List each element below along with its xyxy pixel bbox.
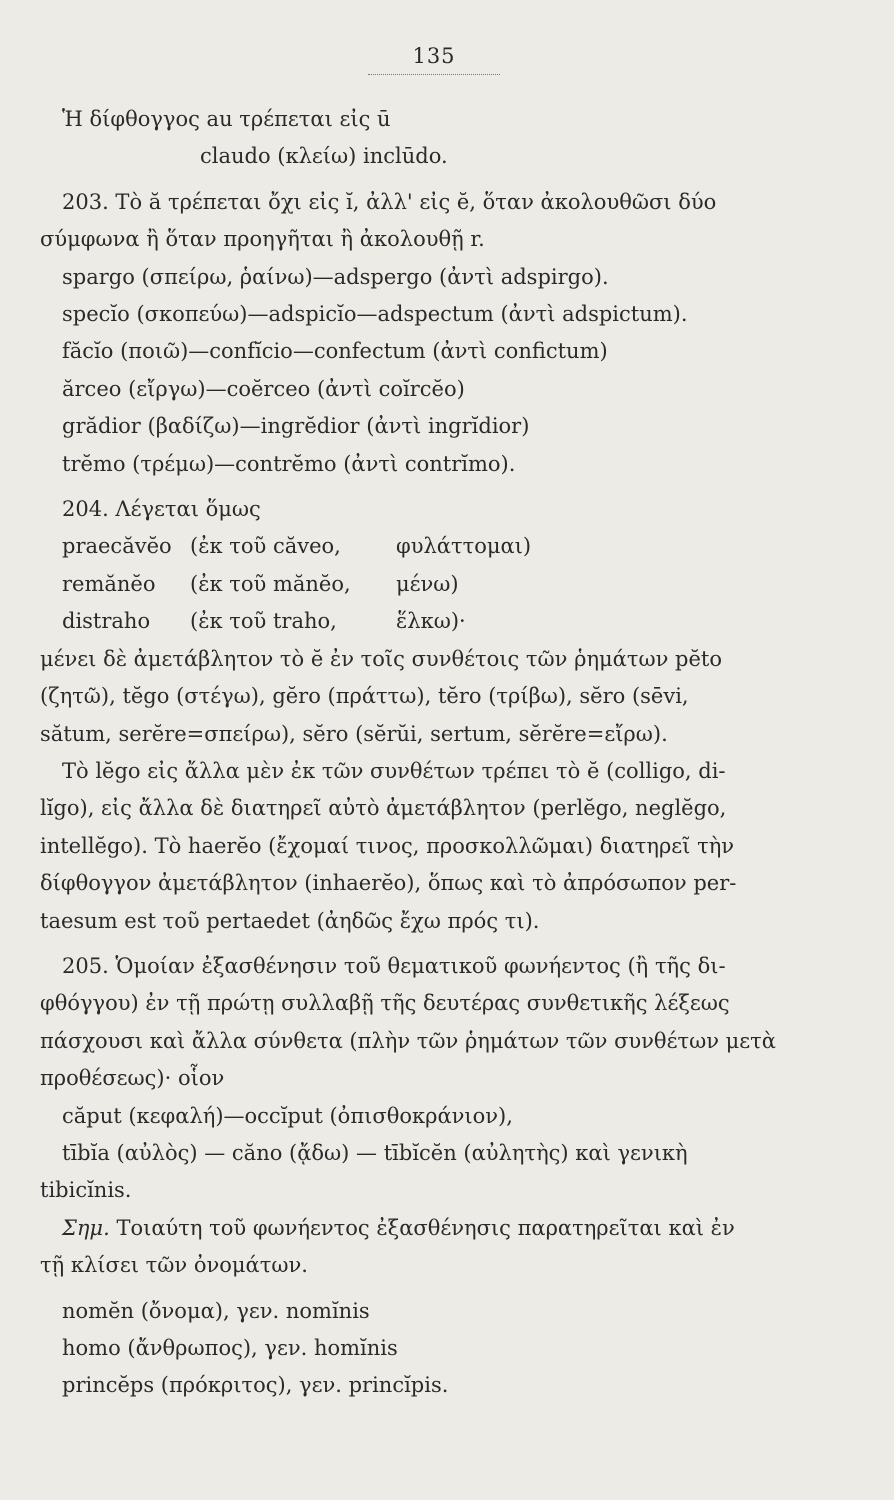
noun-example: nomĕn (ὄνομα), γεν. nomĭnis bbox=[62, 1298, 370, 1323]
example-line: căput (κεφαλή)—occĭput (ὀπισθοκράνιον), bbox=[62, 1103, 513, 1128]
example-word: distraho bbox=[62, 609, 151, 634]
example-source: (ἐκ τοῦ mănĕo, bbox=[190, 571, 351, 596]
header-rule bbox=[368, 74, 500, 75]
example-line: grădior (βαδίζω)—ingrĕdior (ἀντὶ ingrĭdior) bbox=[62, 414, 530, 439]
example-meaning: φυλάττομαι) bbox=[396, 534, 532, 559]
page-number: 135 bbox=[412, 44, 456, 68]
example-row bbox=[40, 566, 828, 603]
text-line: πάσχουσι καὶ ἄλλα σύνθετα (πλὴν τῶν ῥημάτων τῶν συνθέτων μετὰ bbox=[40, 1028, 776, 1053]
text-line: σύμφωνα ἢ ὅταν προηγῆται ἢ ἀκολουθῇ r. bbox=[40, 227, 485, 252]
page-body bbox=[40, 101, 828, 1405]
note-line bbox=[40, 1210, 828, 1247]
example-row bbox=[40, 603, 828, 640]
text-line: claudo (κλείω) inclūdo. bbox=[200, 144, 448, 169]
text-line: (ζητῶ), tĕgo (στέγω), gĕro (πράττω), tĕro (τρίβω), sĕro (sēvi, bbox=[40, 684, 689, 709]
note-label: Σημ. bbox=[62, 1215, 110, 1240]
text-line: δίφθογγον ἀμετάβλητον (inhaerĕo), ὅπως καὶ τὸ ἀπρόσωπον per- bbox=[40, 871, 737, 896]
text-line: taesum est τοῦ pertaedet (ἀηδῶς ἔχω πρός τι). bbox=[40, 908, 540, 933]
example-line: specĭo (σκοπεύω)—adspicĭo—adspectum (ἀντὶ adspictum). bbox=[62, 302, 688, 327]
example-line: făcĭo (ποιῶ)—confĭcio—confectum (ἀντὶ confictum) bbox=[62, 339, 608, 364]
text-line: intellĕgo). Τὸ haerĕo (ἔχομαί τινος, προσκολλῶμαι) διατηρεῖ τὴν bbox=[40, 833, 735, 858]
example-source: (ἐκ τοῦ traho, bbox=[190, 609, 337, 634]
text-line: tibicĭnis. bbox=[40, 1178, 132, 1203]
example-source: (ἐκ τοῦ căveo, bbox=[190, 534, 341, 559]
note-text: Τοιαύτη τοῦ φωνήεντος ἐξασθένησις παρατηρεῖται καὶ ἐν bbox=[109, 1215, 735, 1240]
section-204-heading: 204. Λέγεται ὅμως bbox=[62, 497, 261, 522]
text-line: προθέσεως)· οἷον bbox=[40, 1066, 225, 1091]
example-line: ărceo (εἴργω)—coĕrceo (ἀντὶ coĭrcĕo) bbox=[62, 376, 465, 401]
noun-example: homo (ἄνθρωπος), γεν. homĭnis bbox=[62, 1336, 398, 1360]
example-meaning: ἕλκω)· bbox=[396, 609, 466, 634]
text-line: μένει δὲ ἀμετάβλητον τὸ ĕ ἐν τοῖς συνθέτοις τῶν ῥημάτων pĕto bbox=[40, 646, 722, 671]
example-line: spargo (σπείρω, ῥαίνω)—adspergo (ἀντὶ adspirgo). bbox=[62, 264, 609, 289]
noun-example: princĕps (πρόκριτος), γεν. princĭpis. bbox=[62, 1373, 449, 1398]
example-word: praecăvĕo bbox=[62, 534, 172, 559]
text-line: Ἡ δίφθογγος au τρέπεται εἰς ū bbox=[62, 107, 391, 131]
example-meaning: μένω) bbox=[396, 571, 459, 596]
section-205-heading: 205. Ὁμοίαν ἐξασθένησιν τοῦ θεματικοῦ φωνήεντος (ἢ τῆς δι- bbox=[62, 953, 726, 978]
section-203-heading: 203. Τὸ ă τρέπεται ὄχι εἰς ĭ, ἀλλ' εἰς ĕ, ὅταν ἀκολουθῶσι δύο bbox=[62, 189, 717, 214]
example-word: remănĕo bbox=[62, 571, 156, 596]
example-line: tībĭa (αὐλὸς) — căno (ᾄδω) — tībĭcĕn (αὐλητὴς) καὶ γενικὴ bbox=[62, 1140, 688, 1165]
text-line: lĭgo), εἰς ἄλλα δὲ διατηρεῖ αὐτὸ ἀμετάβλητον (perlĕgo, neglĕgo, bbox=[40, 796, 727, 821]
text-line: φθόγγου) ἐν τῇ πρώτῃ συλλαβῇ τῆς δευτέρας συνθετικῆς λέξεως bbox=[40, 991, 730, 1016]
example-row bbox=[40, 528, 828, 565]
note-line: τῇ κλίσει τῶν ὀνομάτων. bbox=[40, 1253, 308, 1278]
text-line: sătum, serĕre=σπείρω), sĕro (sĕrŭi, sertum, sĕrĕre=εἴρω). bbox=[40, 721, 668, 746]
text-line: Τὸ lĕgo εἰς ἄλλα μὲν ἐκ τῶν συνθέτων τρέπει τὸ ĕ (colligo, di- bbox=[62, 758, 726, 783]
example-line: trĕmo (τρέμω)—contrĕmo (ἀντὶ contrĭmo). bbox=[62, 451, 516, 476]
